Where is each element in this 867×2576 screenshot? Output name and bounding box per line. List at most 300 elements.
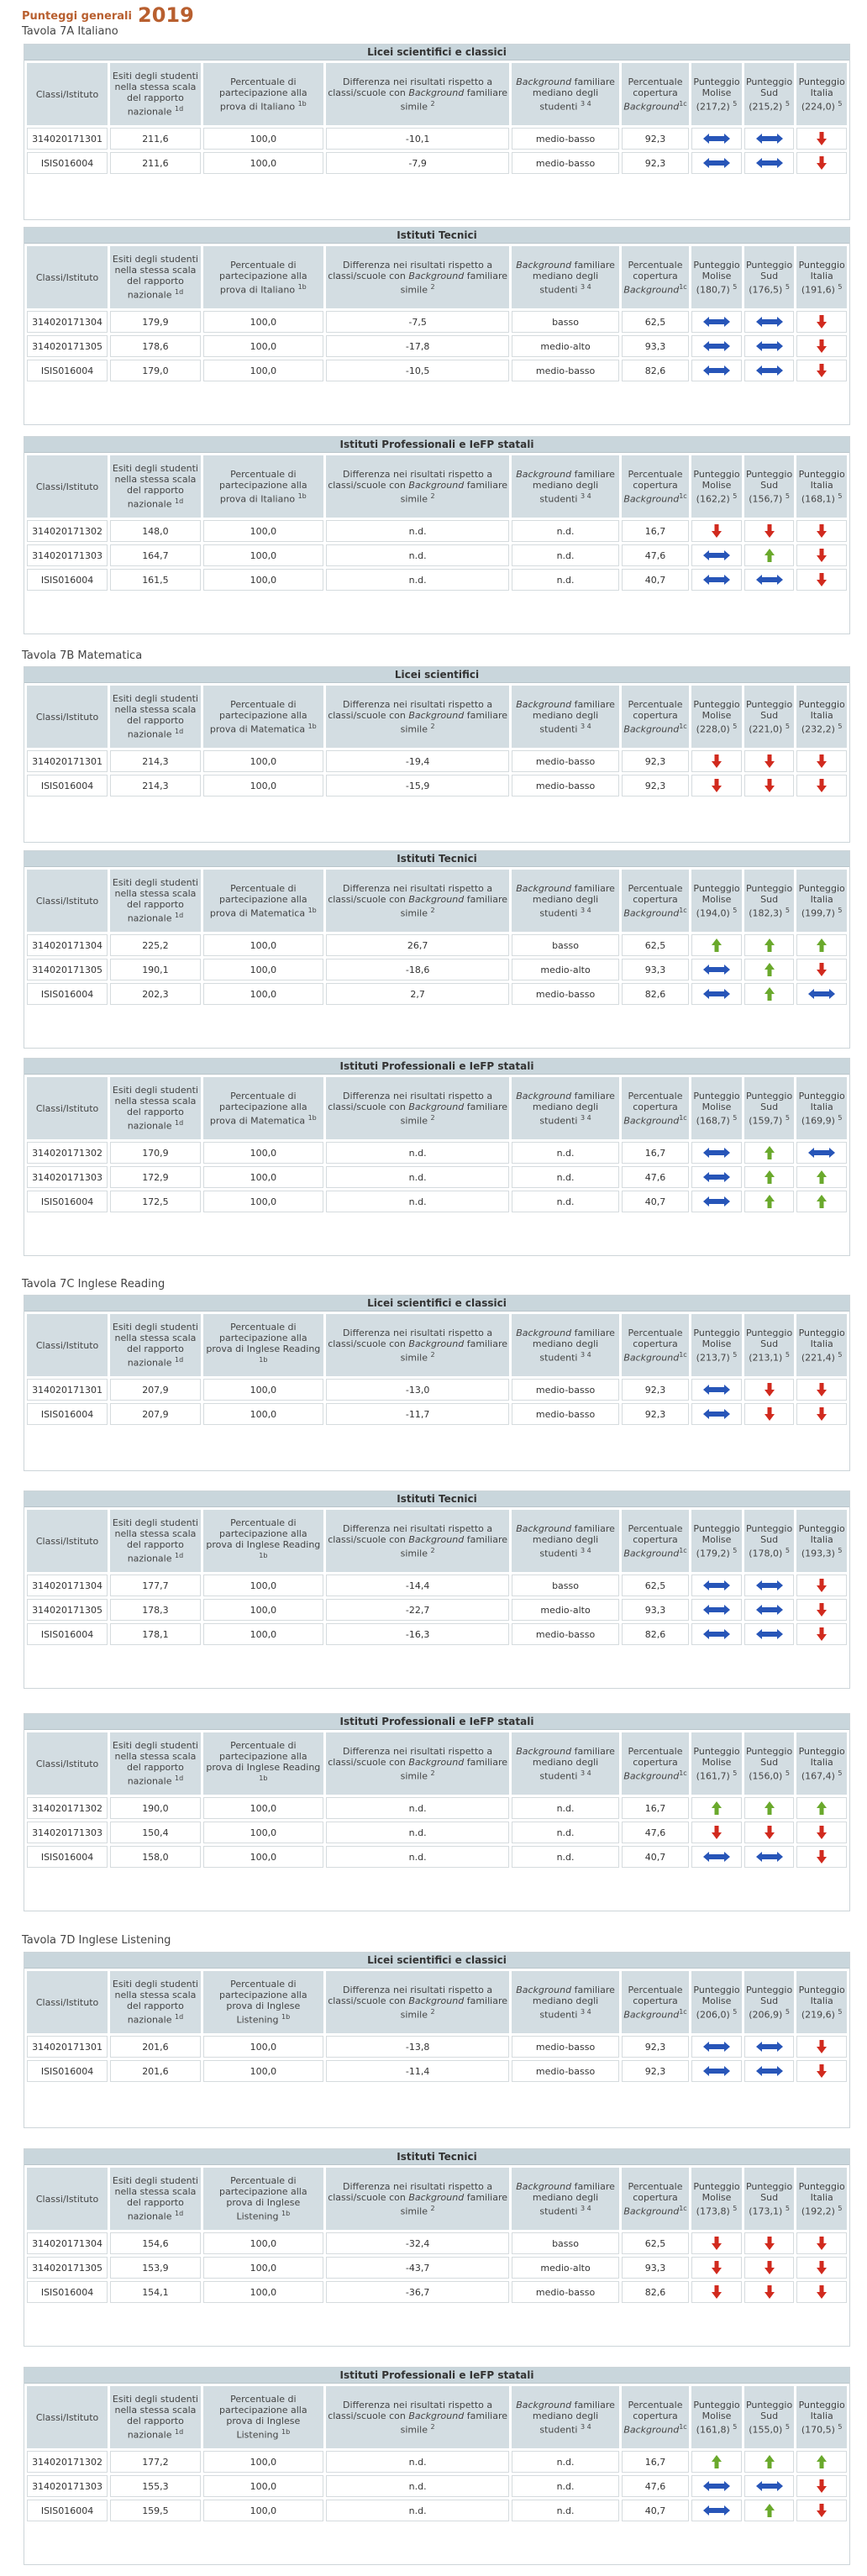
molise-comparison [691, 2500, 742, 2521]
esiti-value: 202,3 [110, 983, 201, 1005]
results-block [24, 44, 850, 220]
col-copertura: Percentuale copertura Background$^{1c}$ [622, 2386, 689, 2448]
differenza-value: n.d. [326, 2500, 509, 2521]
partecipazione-value: 100,0 [203, 1142, 323, 1164]
differenza-value: n.d. [326, 544, 509, 566]
school-code: 314020171305 [27, 2257, 108, 2279]
col-partecipazione: Percentuale di partecipazione alla prova di Italiano $^{1b}$ [203, 455, 323, 518]
differenza-value: n.d. [326, 520, 509, 542]
esiti-value: 190,0 [110, 1797, 201, 1819]
molise-comparison [691, 1575, 742, 1596]
results-block [24, 2367, 850, 2565]
esiti-value: 207,9 [110, 1379, 201, 1401]
molise-comparison [691, 2060, 742, 2082]
partecipazione-value: 100,0 [203, 2451, 323, 2473]
up-arrow-icon [764, 549, 775, 560]
differenza-value: -19,4 [326, 750, 509, 772]
col-school: Classi/Istituto [27, 686, 108, 748]
col-sud: Punteggio Sud (173,1) $^5$ [744, 2168, 795, 2230]
table-row [27, 2500, 847, 2521]
col-copertura: Percentuale copertura Background$^{1c}$ [622, 1077, 689, 1139]
partecipazione-value: 100,0 [203, 152, 323, 174]
block-title: Istituti Tecnici [24, 851, 849, 867]
col-copertura: Percentuale copertura Background$^{1c}$ [622, 686, 689, 748]
table-row [27, 1822, 847, 1843]
col-italia: Punteggio Italia (199,7) $^5$ [796, 870, 847, 932]
italia-comparison [796, 360, 847, 381]
equal-arrow-icon [702, 316, 731, 327]
molise-comparison [691, 1191, 742, 1212]
copertura-value: 62,5 [622, 311, 689, 333]
sud-comparison [744, 1599, 795, 1621]
molise-comparison [691, 152, 742, 174]
differenza-value: -36,7 [326, 2281, 509, 2303]
sud-comparison [744, 2060, 795, 2082]
sud-comparison [744, 750, 795, 772]
table-row [27, 2060, 847, 2082]
col-sud: Punteggio Sud (221,0) $^5$ [744, 686, 795, 748]
esiti-value: 158,0 [110, 1846, 201, 1868]
block-title: Licei scientifici e classici [24, 1296, 849, 1312]
molise-comparison [691, 934, 742, 956]
results-table [24, 2384, 849, 2524]
italia-comparison [796, 2281, 847, 2303]
tavola-title: Tavola 7D Inglese Listening [22, 1934, 171, 1947]
table-row [27, 128, 847, 150]
down-arrow-icon [816, 1408, 828, 1419]
differenza-value: 2,7 [326, 983, 509, 1005]
down-arrow-icon [816, 2237, 828, 2248]
esiti-value: 178,6 [110, 335, 201, 357]
col-italia: Punteggio Italia (170,5) $^5$ [796, 2386, 847, 2448]
background-value: medio-basso [512, 2281, 618, 2303]
sud-comparison [744, 1379, 795, 1401]
col-esiti: Esiti degli studenti nella stessa scala del rapporto nazionale $^{1d}$ [110, 1314, 201, 1376]
equal-arrow-icon [702, 574, 731, 585]
background-value: medio-basso [512, 775, 618, 796]
down-arrow-icon [764, 525, 775, 536]
equal-arrow-icon [755, 2065, 784, 2076]
esiti-value: 201,6 [110, 2060, 201, 2082]
up-arrow-icon [711, 1802, 722, 1813]
molise-comparison [691, 1379, 742, 1401]
equal-arrow-icon [807, 988, 836, 999]
differenza-value: n.d. [326, 2451, 509, 2473]
italia-comparison [796, 569, 847, 591]
copertura-value: 93,3 [622, 1599, 689, 1621]
sud-comparison [744, 569, 795, 591]
page-title: Punteggi generali [22, 10, 132, 23]
esiti-value: 177,7 [110, 1575, 201, 1596]
molise-comparison [691, 1797, 742, 1819]
school-code: ISIS016004 [27, 569, 108, 591]
background-value: medio-basso [512, 152, 618, 174]
col-school: Classi/Istituto [27, 2386, 108, 2448]
up-arrow-icon [764, 1196, 775, 1207]
col-esiti: Esiti degli studenti nella stessa scala del rapporto nazionale $^{1d}$ [110, 1510, 201, 1572]
esiti-value: 164,7 [110, 544, 201, 566]
equal-arrow-icon [702, 964, 731, 975]
sud-comparison [744, 152, 795, 174]
copertura-value: 92,3 [622, 750, 689, 772]
sud-comparison [744, 2281, 795, 2303]
col-esiti: Esiti degli studenti nella stessa scala del rapporto nazionale $^{1d}$ [110, 63, 201, 125]
down-arrow-icon [816, 2065, 828, 2076]
col-molise: Punteggio Molise (206,0) $^5$ [691, 1971, 742, 2033]
copertura-value: 92,3 [622, 128, 689, 150]
sud-comparison [744, 311, 795, 333]
col-background: Background familiare mediano degli studenti $^{3 4}$ [512, 63, 618, 125]
copertura-value: 62,5 [622, 934, 689, 956]
col-molise: Punteggio Molise (161,7) $^5$ [691, 1732, 742, 1795]
equal-arrow-icon [755, 133, 784, 144]
esiti-value: 178,1 [110, 1623, 201, 1645]
italia-comparison [796, 934, 847, 956]
school-code: 314020171303 [27, 1166, 108, 1188]
up-arrow-icon [711, 2456, 722, 2467]
sud-comparison [744, 128, 795, 150]
table-header-row [27, 246, 847, 308]
down-arrow-icon [764, 1384, 775, 1395]
italia-comparison [796, 2475, 847, 2497]
differenza-value: n.d. [326, 1846, 509, 1868]
background-value: n.d. [512, 1797, 618, 1819]
esiti-value: 190,1 [110, 959, 201, 980]
table-row [27, 1191, 847, 1212]
copertura-value: 16,7 [622, 520, 689, 542]
background-value: n.d. [512, 1142, 618, 1164]
col-italia: Punteggio Italia (168,1) $^5$ [796, 455, 847, 518]
down-arrow-icon [711, 780, 722, 791]
results-block [24, 1490, 850, 1689]
molise-comparison [691, 959, 742, 980]
table-row [27, 152, 847, 174]
equal-arrow-icon [702, 1408, 731, 1419]
tavola-title: Tavola 7A Italiano [22, 25, 118, 38]
col-esiti: Esiti degli studenti nella stessa scala del rapporto nazionale $^{1d}$ [110, 246, 201, 308]
col-sud: Punteggio Sud (176,5) $^5$ [744, 246, 795, 308]
col-differenza: Differenza nei risultati rispetto a classi/scuole con Background familiare simile $^2$ [326, 1314, 509, 1376]
partecipazione-value: 100,0 [203, 1822, 323, 1843]
sud-comparison [744, 1166, 795, 1188]
italia-comparison [796, 750, 847, 772]
molise-comparison [691, 544, 742, 566]
esiti-value: 172,5 [110, 1191, 201, 1212]
down-arrow-icon [764, 2237, 775, 2248]
col-partecipazione: Percentuale di partecipazione alla prova di Matematica $^{1b}$ [203, 1077, 323, 1139]
school-code: 314020171303 [27, 2475, 108, 2497]
copertura-value: 40,7 [622, 1846, 689, 1868]
sud-comparison [744, 2257, 795, 2279]
col-copertura: Percentuale copertura Background$^{1c}$ [622, 246, 689, 308]
italia-comparison [796, 311, 847, 333]
copertura-value: 93,3 [622, 2257, 689, 2279]
italia-comparison [796, 1797, 847, 1819]
copertura-value: 16,7 [622, 1797, 689, 1819]
equal-arrow-icon [755, 365, 784, 376]
col-italia: Punteggio Italia (224,0) $^5$ [796, 63, 847, 125]
school-code: 314020171303 [27, 1822, 108, 1843]
col-background: Background familiare mediano degli studenti $^{3 4}$ [512, 1077, 618, 1139]
molise-comparison [691, 2281, 742, 2303]
differenza-value: -15,9 [326, 775, 509, 796]
esiti-value: 148,0 [110, 520, 201, 542]
down-arrow-icon [711, 2286, 722, 2297]
col-differenza: Differenza nei risultati rispetto a classi/scuole con Background familiare simile $^2$ [326, 63, 509, 125]
up-arrow-icon [764, 2505, 775, 2516]
down-arrow-icon [816, 2505, 828, 2516]
equal-arrow-icon [702, 1196, 731, 1207]
molise-comparison [691, 2475, 742, 2497]
up-arrow-icon [764, 988, 775, 999]
down-arrow-icon [711, 755, 722, 766]
copertura-value: 47,6 [622, 544, 689, 566]
partecipazione-value: 100,0 [203, 520, 323, 542]
up-arrow-icon [764, 1147, 775, 1158]
equal-arrow-icon [702, 1384, 731, 1395]
background-value: basso [512, 934, 618, 956]
equal-arrow-icon [807, 1147, 836, 1158]
col-differenza: Differenza nei risultati rispetto a classi/scuole con Background familiare simile $^2$ [326, 2168, 509, 2230]
table-row [27, 1379, 847, 1401]
esiti-value: 207,9 [110, 1403, 201, 1425]
differenza-value: n.d. [326, 1166, 509, 1188]
background-value: n.d. [512, 1191, 618, 1212]
copertura-value: 92,3 [622, 152, 689, 174]
background-value: medio-alto [512, 2257, 618, 2279]
col-partecipazione: Percentuale di partecipazione alla prova di Inglese Listening $^{1b}$ [203, 2168, 323, 2230]
col-school: Classi/Istituto [27, 455, 108, 518]
esiti-value: 159,5 [110, 2500, 201, 2521]
down-arrow-icon [816, 1851, 828, 1862]
col-sud: Punteggio Sud (215,2) $^5$ [744, 63, 795, 125]
col-sud: Punteggio Sud (155,0) $^5$ [744, 2386, 795, 2448]
school-code: 314020171304 [27, 1575, 108, 1596]
italia-comparison [796, 1575, 847, 1596]
down-arrow-icon [816, 2262, 828, 2273]
differenza-value: -11,7 [326, 1403, 509, 1425]
school-code: ISIS016004 [27, 2500, 108, 2521]
col-italia: Punteggio Italia (232,2) $^5$ [796, 686, 847, 748]
col-differenza: Differenza nei risultati rispetto a classi/scuole con Background familiare simile $^2$ [326, 246, 509, 308]
results-table [24, 1507, 849, 1648]
molise-comparison [691, 775, 742, 796]
col-esiti: Esiti degli studenti nella stessa scala del rapporto nazionale $^{1d}$ [110, 2386, 201, 2448]
col-molise: Punteggio Molise (161,8) $^5$ [691, 2386, 742, 2448]
down-arrow-icon [816, 549, 828, 560]
table-row [27, 1797, 847, 1819]
italia-comparison [796, 1191, 847, 1212]
col-background: Background familiare mediano degli studenti $^{3 4}$ [512, 1510, 618, 1572]
school-code: 314020171304 [27, 2232, 108, 2254]
table-row [27, 775, 847, 796]
differenza-value: -16,3 [326, 1623, 509, 1645]
molise-comparison [691, 1599, 742, 1621]
equal-arrow-icon [702, 365, 731, 376]
italia-comparison [796, 2500, 847, 2521]
background-value: medio-basso [512, 983, 618, 1005]
up-arrow-icon [816, 1171, 828, 1182]
down-arrow-icon [764, 2262, 775, 2273]
italia-comparison [796, 152, 847, 174]
partecipazione-value: 100,0 [203, 775, 323, 796]
table-row [27, 1142, 847, 1164]
background-value: medio-basso [512, 1403, 618, 1425]
differenza-value: -10,5 [326, 360, 509, 381]
sud-comparison [744, 360, 795, 381]
italia-comparison [796, 544, 847, 566]
differenza-value: n.d. [326, 1142, 509, 1164]
sud-comparison [744, 934, 795, 956]
school-code: 314020171302 [27, 1142, 108, 1164]
italia-comparison [796, 2232, 847, 2254]
equal-arrow-icon [702, 1147, 731, 1158]
italia-comparison [796, 1403, 847, 1425]
col-differenza: Differenza nei risultati rispetto a classi/scuole con Background familiare simile $^2$ [326, 686, 509, 748]
col-background: Background familiare mediano degli studenti $^{3 4}$ [512, 1732, 618, 1795]
esiti-value: 214,3 [110, 750, 201, 772]
equal-arrow-icon [755, 2480, 784, 2491]
col-school: Classi/Istituto [27, 1077, 108, 1139]
background-value: n.d. [512, 569, 618, 591]
copertura-value: 93,3 [622, 335, 689, 357]
table-row [27, 360, 847, 381]
down-arrow-icon [816, 1580, 828, 1590]
table-row [27, 2475, 847, 2497]
partecipazione-value: 100,0 [203, 1403, 323, 1425]
esiti-value: 177,2 [110, 2451, 201, 2473]
esiti-value: 154,6 [110, 2232, 201, 2254]
col-italia: Punteggio Italia (192,2) $^5$ [796, 2168, 847, 2230]
col-copertura: Percentuale copertura Background$^{1c}$ [622, 1971, 689, 2033]
school-code: ISIS016004 [27, 775, 108, 796]
col-partecipazione: Percentuale di partecipazione alla prova di Inglese Listening $^{1b}$ [203, 2386, 323, 2448]
esiti-value: 153,9 [110, 2257, 201, 2279]
school-code: ISIS016004 [27, 1403, 108, 1425]
sud-comparison [744, 1822, 795, 1843]
down-arrow-icon [816, 157, 828, 168]
col-school: Classi/Istituto [27, 1732, 108, 1795]
partecipazione-value: 100,0 [203, 311, 323, 333]
copertura-value: 93,3 [622, 959, 689, 980]
col-molise: Punteggio Molise (180,7) $^5$ [691, 246, 742, 308]
equal-arrow-icon [702, 340, 731, 351]
up-arrow-icon [764, 2456, 775, 2467]
col-sud: Punteggio Sud (159,7) $^5$ [744, 1077, 795, 1139]
partecipazione-value: 100,0 [203, 569, 323, 591]
block-title: Istituti Professionali e IeFP statali [24, 1059, 849, 1075]
col-school: Classi/Istituto [27, 1314, 108, 1376]
block-title: Licei scientifici e classici [24, 1953, 849, 1969]
copertura-value: 92,3 [622, 775, 689, 796]
col-school: Classi/Istituto [27, 870, 108, 932]
results-block [24, 1713, 850, 1911]
background-value: basso [512, 311, 618, 333]
col-partecipazione: Percentuale di partecipazione alla prova di Matematica $^{1b}$ [203, 686, 323, 748]
differenza-value: -32,4 [326, 2232, 509, 2254]
sud-comparison [744, 520, 795, 542]
col-school: Classi/Istituto [27, 1971, 108, 2033]
differenza-value: -7,5 [326, 311, 509, 333]
background-value: medio-basso [512, 128, 618, 150]
table-row [27, 1623, 847, 1645]
esiti-value: 211,6 [110, 152, 201, 174]
background-value: medio-basso [512, 2036, 618, 2058]
table-header-row [27, 2168, 847, 2230]
background-value: medio-basso [512, 2060, 618, 2082]
molise-comparison [691, 335, 742, 357]
col-sud: Punteggio Sud (182,3) $^5$ [744, 870, 795, 932]
equal-arrow-icon [755, 340, 784, 351]
col-copertura: Percentuale copertura Background$^{1c}$ [622, 455, 689, 518]
results-table [24, 1075, 849, 1215]
down-arrow-icon [816, 574, 828, 585]
table-row [27, 2451, 847, 2473]
col-esiti: Esiti degli studenti nella stessa scala del rapporto nazionale $^{1d}$ [110, 455, 201, 518]
up-arrow-icon [764, 1171, 775, 1182]
col-background: Background familiare mediano degli studenti $^{3 4}$ [512, 2168, 618, 2230]
school-code: 314020171302 [27, 520, 108, 542]
down-arrow-icon [816, 1628, 828, 1639]
italia-comparison [796, 128, 847, 150]
table-header-row [27, 1732, 847, 1795]
school-code: 314020171304 [27, 311, 108, 333]
background-value: medio-basso [512, 1623, 618, 1645]
sud-comparison [744, 1191, 795, 1212]
italia-comparison [796, 2036, 847, 2058]
col-molise: Punteggio Molise (194,0) $^5$ [691, 870, 742, 932]
copertura-value: 40,7 [622, 1191, 689, 1212]
molise-comparison [691, 1166, 742, 1188]
col-partecipazione: Percentuale di partecipazione alla prova di Inglese Reading $^{1b}$ [203, 1510, 323, 1572]
col-differenza: Differenza nei risultati rispetto a classi/scuole con Background familiare simile $^2$ [326, 455, 509, 518]
differenza-value: -18,6 [326, 959, 509, 980]
school-code: 314020171303 [27, 544, 108, 566]
partecipazione-value: 100,0 [203, 2232, 323, 2254]
background-value: medio-alto [512, 1599, 618, 1621]
table-row [27, 1599, 847, 1621]
esiti-value: 170,9 [110, 1142, 201, 1164]
molise-comparison [691, 2451, 742, 2473]
table-row [27, 1575, 847, 1596]
sud-comparison [744, 2232, 795, 2254]
differenza-value: n.d. [326, 1797, 509, 1819]
table-row [27, 750, 847, 772]
col-molise: Punteggio Molise (179,2) $^5$ [691, 1510, 742, 1572]
table-row [27, 520, 847, 542]
col-italia: Punteggio Italia (169,9) $^5$ [796, 1077, 847, 1139]
table-header-row [27, 455, 847, 518]
results-table [24, 244, 849, 384]
school-code: ISIS016004 [27, 360, 108, 381]
results-block [24, 850, 850, 1049]
down-arrow-icon [816, 2286, 828, 2297]
differenza-value: -13,8 [326, 2036, 509, 2058]
down-arrow-icon [816, 365, 828, 376]
col-esiti: Esiti degli studenti nella stessa scala del rapporto nazionale $^{1d}$ [110, 870, 201, 932]
equal-arrow-icon [755, 1580, 784, 1590]
tavola-title: Tavola 7B Matematica [22, 649, 143, 662]
partecipazione-value: 100,0 [203, 934, 323, 956]
school-code: ISIS016004 [27, 2281, 108, 2303]
col-sud: Punteggio Sud (178,0) $^5$ [744, 1510, 795, 1572]
italia-comparison [796, 1846, 847, 1868]
school-code: ISIS016004 [27, 1846, 108, 1868]
italia-comparison [796, 959, 847, 980]
equal-arrow-icon [702, 2480, 731, 2491]
partecipazione-value: 100,0 [203, 983, 323, 1005]
differenza-value: -14,4 [326, 1575, 509, 1596]
